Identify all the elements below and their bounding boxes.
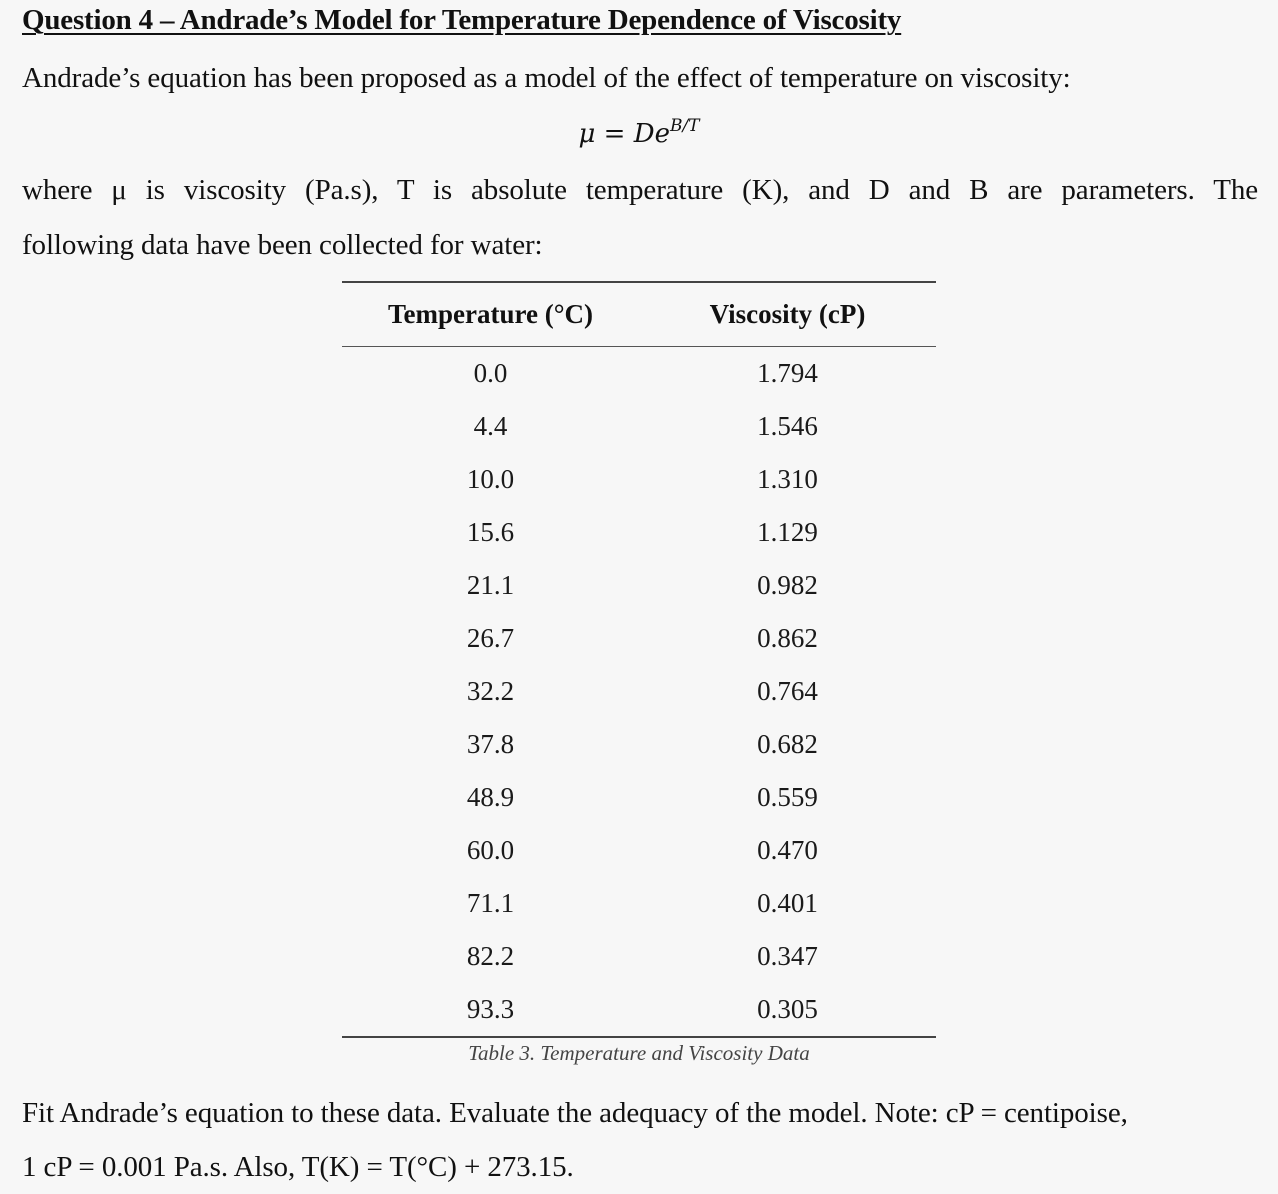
question-heading: Question 4 – Andrade’s Model for Temperature Dependence of Viscosity — [22, 4, 902, 36]
closing-line-1: Fit Andrade’s equation to these data. Evaluate the adequacy of the model. Note: cP = centipoise, — [22, 1097, 1128, 1129]
table-row — [342, 824, 936, 877]
equation-exponent: B/T — [669, 116, 700, 136]
table-row — [342, 453, 936, 506]
equation-equals: = — [603, 119, 626, 149]
viscosity-cell: 1.794 — [757, 358, 818, 388]
temperature-cell: 26.7 — [466, 623, 515, 653]
viscosity-cell: 0.764 — [757, 676, 818, 706]
table-row — [342, 612, 936, 665]
table-row — [342, 400, 936, 453]
viscosity-table — [342, 281, 936, 1066]
viscosity-cell: 1.310 — [757, 464, 818, 494]
andrade-equation — [0, 116, 1278, 149]
temperature-cell: 60.0 — [466, 835, 515, 865]
equation-lhs: μ — [578, 119, 596, 149]
table-row — [342, 771, 936, 824]
temperature-cell: 10.0 — [466, 464, 515, 494]
table-header-row — [342, 283, 936, 346]
viscosity-cell: 0.347 — [757, 941, 818, 971]
table-row — [342, 347, 936, 400]
temperature-cell: 93.3 — [466, 994, 515, 1024]
temperature-cell: 71.1 — [466, 888, 515, 918]
viscosity-cell: 0.305 — [757, 994, 818, 1024]
temperature-cell: 82.2 — [466, 941, 515, 971]
closing-line-2: 1 cP = 0.001 Pa.s. Also, T(K) = T(°C) + 273.15. — [22, 1151, 574, 1183]
description-line-2: following data have been collected for water: — [22, 229, 543, 261]
intro-paragraph: Andrade’s equation has been proposed as a model of the effect of temperature on viscosity: — [22, 62, 1071, 94]
temperature-cell: 21.1 — [466, 570, 515, 600]
viscosity-cell: 0.982 — [757, 570, 818, 600]
header-temperature: Temperature (°C) — [387, 299, 593, 329]
table-row — [342, 559, 936, 612]
equation-base: De — [633, 119, 670, 149]
table-row — [342, 983, 936, 1036]
table-body — [342, 347, 936, 1036]
table-row — [342, 665, 936, 718]
viscosity-cell: 0.559 — [757, 782, 818, 812]
table-row — [342, 506, 936, 559]
table-row — [342, 930, 936, 983]
viscosity-cell: 0.862 — [757, 623, 818, 653]
temperature-cell: 15.6 — [466, 517, 515, 547]
temperature-cell: 37.8 — [466, 729, 515, 759]
table-caption: Table 3. Temperature and Viscosity Data — [468, 1041, 810, 1065]
temperature-cell: 32.2 — [466, 676, 515, 706]
description-line-1: where μ is viscosity (Pa.s), T is absolute temperature (K), and D and B are parameters. The — [22, 174, 1258, 206]
viscosity-cell: 1.129 — [757, 517, 818, 547]
temperature-cell: 48.9 — [466, 782, 515, 812]
viscosity-cell: 0.682 — [757, 729, 818, 759]
table-row — [342, 718, 936, 771]
header-viscosity: Viscosity (cP) — [709, 299, 866, 329]
viscosity-cell: 1.546 — [757, 411, 818, 441]
table-row — [342, 877, 936, 930]
table-bottom-rule — [342, 1036, 936, 1038]
viscosity-cell: 0.470 — [757, 835, 818, 865]
temperature-cell: 4.4 — [473, 411, 508, 441]
viscosity-cell: 0.401 — [757, 888, 818, 918]
temperature-cell: 0.0 — [473, 358, 508, 388]
